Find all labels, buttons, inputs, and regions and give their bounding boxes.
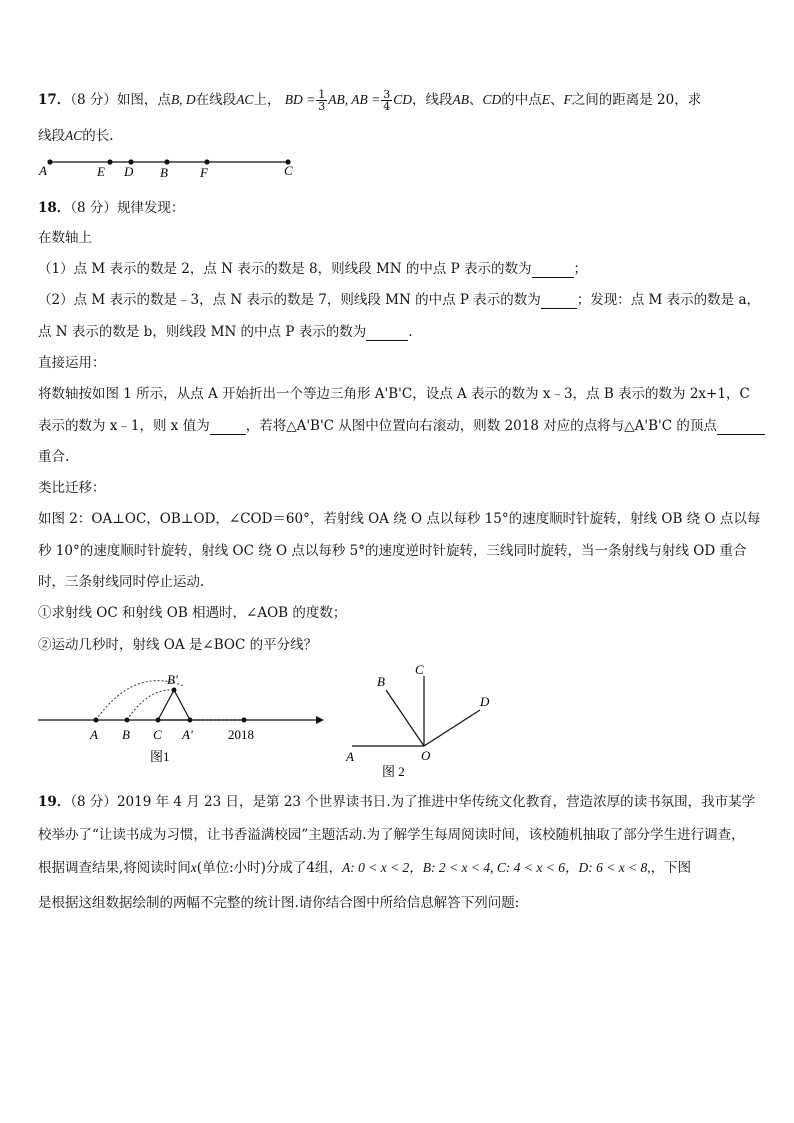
q17-math: CD [482,92,502,107]
label-2018: 2018 [228,727,254,742]
label-B: B [377,674,385,689]
q17-text: 上， [253,92,281,108]
q19-text: 根据调查结果,将阅读时间 [38,860,191,876]
q19-text: ，下图 [650,860,692,876]
q18-number: 18． [38,200,71,216]
label-F: F [200,165,208,180]
q17-text: 如图，点 [116,92,171,108]
q18-direct-1: 将数轴按如图 1 所示，从点 A 开始折出一个等边三角形 A'B'C，设点 A 表示的数为 x﹣3，点 B 表示的数为 2x+1，C [38,386,750,402]
q18-title: 规律发现： [116,200,185,216]
fold-arc-B [127,690,174,720]
q18-text: ，若将△A'B'C 从图中位置向右滚动，则数 2018 对应的点将与△A'B'C 的顶点 [245,418,717,434]
q18-text: （2）点 M 表示的数是﹣3，点 N 表示的数是 7，则线段 MN 的中点 P 表示的数为 [38,292,541,308]
point-A [47,159,52,164]
answer-blank[interactable] [210,420,246,435]
label-E: E [97,164,105,179]
q18-item-2b [38,323,758,341]
q18-text: 点 N 表示的数是 b，则线段 MN 的中点 P 表示的数为 [38,324,367,340]
label-A: A [39,163,47,178]
label-A: A [346,749,354,764]
q18-text: （1）点 M 表示的数是 2，点 N 表示的数是 8，则线段 MN 的中点 P 表示的数为 [38,261,532,277]
q19-text: (单位:小时)分成了4组， [196,860,342,876]
q17-fraction-3-4: $\frac{3}{4}$ [383,88,391,113]
q17-text: 的中点 [501,92,542,108]
q17-text: 之间的距离是 20，求 [571,92,702,108]
q19-score: （8 分） [70,794,117,810]
point-F [204,159,209,164]
q19-line-4: 是根据这组数据绘制的两幅不完整的统计图.请你结合图中所给信息解答下列问题: [38,895,520,911]
label-O: O [421,748,431,763]
q18-sub-2: ②运动几秒时，射线 OA 是∠BOC 的平分线？ [38,637,318,653]
q17-math: CD [393,92,412,107]
ray-OB [386,690,424,746]
q17-math: AB [452,92,469,107]
q17-text: 线段 [38,128,65,144]
point-E [107,159,112,164]
q18-text: . [408,324,413,340]
arrow-head-icon [316,716,324,724]
q17-line-1 [38,89,758,112]
q18-text: ；发现：点 M 表示的数是 a， [576,292,760,308]
q17-math-BD: B, D [170,92,196,107]
point-C [156,718,161,723]
q17-math: AB, AB = [328,92,381,107]
q17-segment-figure [36,152,306,188]
q19-math: x [190,860,197,875]
q18-direct-title: 直接运用： [38,355,106,371]
point-B [125,718,130,723]
q17-text: 、 [468,92,483,108]
q19-line-3 [38,859,758,877]
triangle-ABC [158,690,190,720]
label-C: C [284,163,293,178]
q18-text: ； [573,261,588,277]
point-B-prime [172,688,177,693]
q19-line-1 [38,793,758,811]
label-A: A [90,727,98,742]
answer-blank[interactable] [366,326,408,341]
q18-text: 表示的数为 x﹣1，则 x 值为 [38,418,210,434]
q17-math: E [541,92,550,107]
q18-analogy-2: 秒 10°的速度顺时针旋转，射线 OC 绕 O 点以每秒 5°的速度逆时针旋转，三线同时旋转，当一条射线与射线 OD 重合 [38,543,747,559]
q18-figure-1-number-line [34,668,334,772]
point-A-prime [188,718,193,723]
q17-math: BD = [284,92,316,107]
point-B [164,159,169,164]
q17-line-2 [38,127,758,145]
q17-text: ，线段 [411,92,453,108]
q18-intro: 在数轴上 [38,230,92,246]
q17-math: F [563,92,572,107]
q17-score: （8 分） [70,92,117,108]
q19-groups: A: 0 < x < 2，B: 2 < x < 4, C: 4 < x < 6，D: 6 < x < 8, [341,860,651,875]
q19-line-2: 校举办了“让读书成为习惯，让书香溢满校园”主题活动.为了解学生每周阅读时间，该校随机抽取了部分学生进行调查， [38,827,745,843]
figure-1-caption: 图1 [150,749,170,764]
q17-number: 17． [38,92,71,108]
label-C: C [415,662,424,677]
q18-header [38,199,758,217]
answer-blank[interactable] [717,420,765,435]
label-D: D [480,694,490,709]
q17-text: 在线段 [195,92,237,108]
label-A-prime: A' [182,727,193,742]
label-B: B [160,165,168,180]
q18-direct-2 [38,417,758,435]
q17-math-AC: AC [236,92,254,107]
q18-sub-1: ①求射线 OC 和射线 OB 相遇时，∠AOB 的度数； [38,605,347,621]
q19-number: 19． [38,794,71,810]
q18-direct-3: 重合. [38,449,70,465]
point-2018 [242,718,247,723]
q18-analogy-3: 时，三条射线同时停止运动. [38,574,205,590]
q18-analogy-1: 如图 2：OA⊥OC，OB⊥OD，∠COD＝60°，若射线 OA 绕 O 点以每秒 15°的速度顺时针旋转，射线 OB 绕 O 点以每 [38,511,761,527]
figure-2-caption: 图 2 [382,764,405,779]
answer-blank[interactable] [532,263,574,278]
q18-analogy-title: 类比迁移： [38,480,106,496]
answer-blank[interactable] [541,294,577,309]
label-D: D [124,164,134,179]
point-A [94,718,99,723]
q17-math: AC [65,128,83,143]
label-C: C [153,727,162,742]
q18-score: （8 分） [70,200,117,216]
q17-fraction-1-3: $\frac{1}{3}$ [318,88,326,113]
q18-item-1 [38,260,758,278]
label-B: B [122,727,130,742]
q17-text: 的长. [82,128,114,144]
q19-text: 2019 年 4 月 23 日，是第 23 个世界读书日.为了推进中华传统文化教育，营造浓厚的读书氛围，我市某学 [116,794,756,810]
q18-figure-2-rays [340,660,520,784]
label-B-prime: B' [167,672,178,687]
ray-OD [424,710,480,746]
q17-text: 、 [550,92,564,108]
q18-item-2a [38,291,758,309]
